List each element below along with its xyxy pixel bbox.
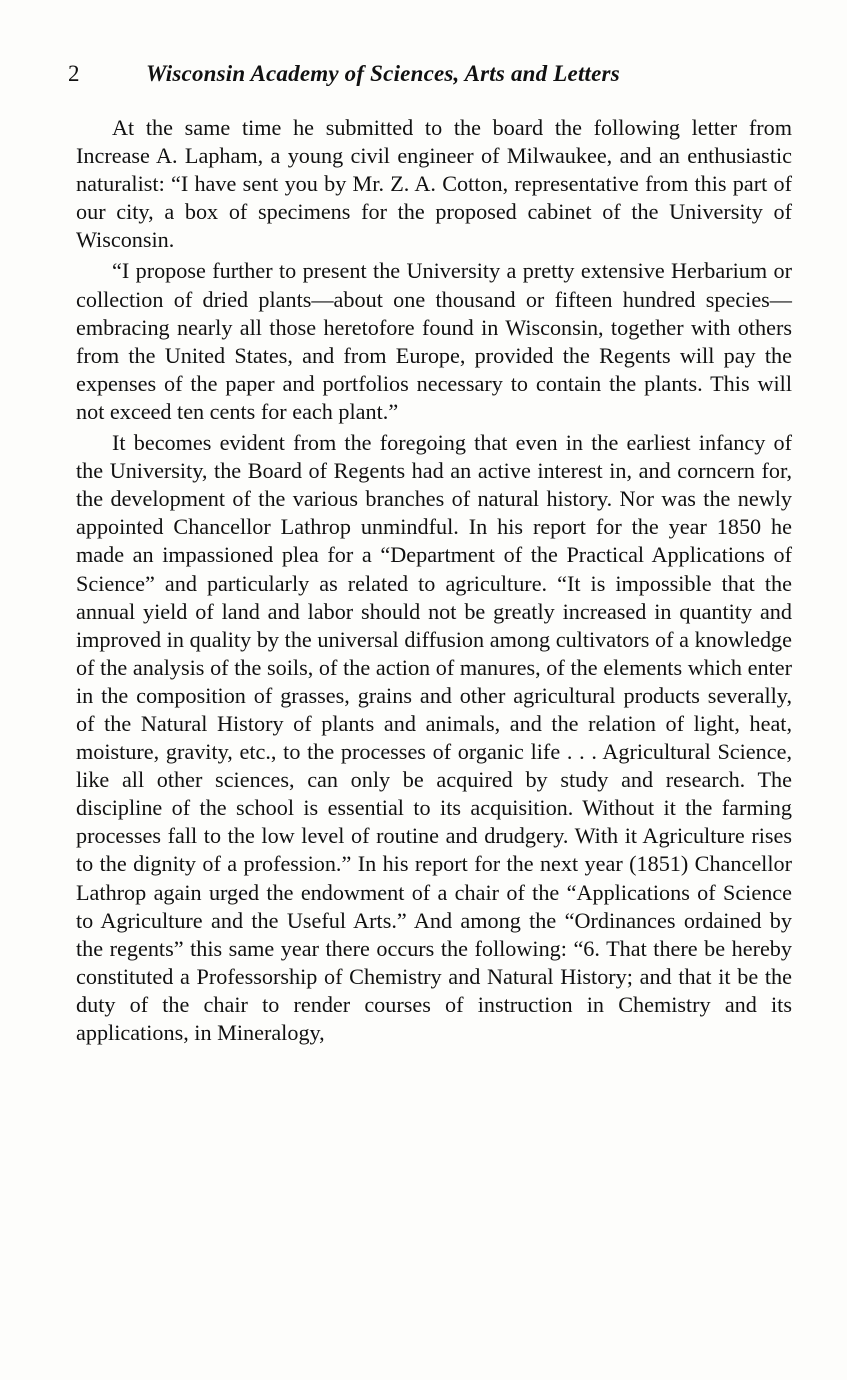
body-text [76, 114, 792, 1050]
page-number: 2 [68, 61, 80, 86]
page-header [68, 58, 798, 90]
running-title: Wisconsin Academy of Sciences, Arts and Letters [146, 61, 620, 86]
paragraph-regents-interest: It becomes evident from the foregoing that even in the earliest infancy of the University, the Board of Regents had an active interest in, and corncern for, the development of the various branches of natural history. Nor was the newly appointed Chancellor Lathrop unmindful. In his report for the year 1850 he made an impassioned plea for a “Department of the Practical Applications of Science” and particularly as related to agriculture. “It is impossible that the annual yield of land and labor should not be greatly increased in quantity and improved in quality by the universal diffusion among cultivators of a knowledge of the analysis of the soils, of the action of manures, of the elements which enter in the composition of grasses, grains and other agricultural products severally, of the Natural History of plants and animals, and the relation of light, heat, moisture, gravity, etc., to the processes of organic life . . . Agricultural Science, like all other sciences, can only be acquired by study and research. The discipline of the school is essential to its acquisition. Without it the farming processes fall to the low level of routine and drudgery. With it Agriculture rises to the dignity of a profession.” In his report for the next year (1851) Chancellor Lathrop again urged the endowment of a chair of the “Applications of Science to Agriculture and the Useful Arts.” And among the “Ordinances ordained by the regents” this same year there occurs the following: “6. That there be hereby constituted a Professorship of Chemistry and Natural History; and that it be the duty of the chair to render courses of instruction in Chemistry and its applications, in Mineralogy, [76, 430, 792, 1045]
paragraph-herbarium-quote: “I propose further to present the University a pretty extensive Herbarium or collection of dried plants—about one thousand or fifteen hundred species—embracing nearly all those heretofore found in Wisconsin, together with others from the United States, and from Europe, provided the Regents will pay the expenses of the paper and portfolios necessary to contain the plants. This will not exceed ten cents for each plant.” [76, 258, 792, 424]
paragraph-lapham-letter: At the same time he submitted to the board the following letter from Increase A. Lapham, a young civil engineer of Milwaukee, and an enthusiastic naturalist: “I have sent you by Mr. Z. A. Cotton, representative from this part of our city, a box of specimens for the proposed cabinet of the University of Wisconsin. [76, 115, 792, 253]
